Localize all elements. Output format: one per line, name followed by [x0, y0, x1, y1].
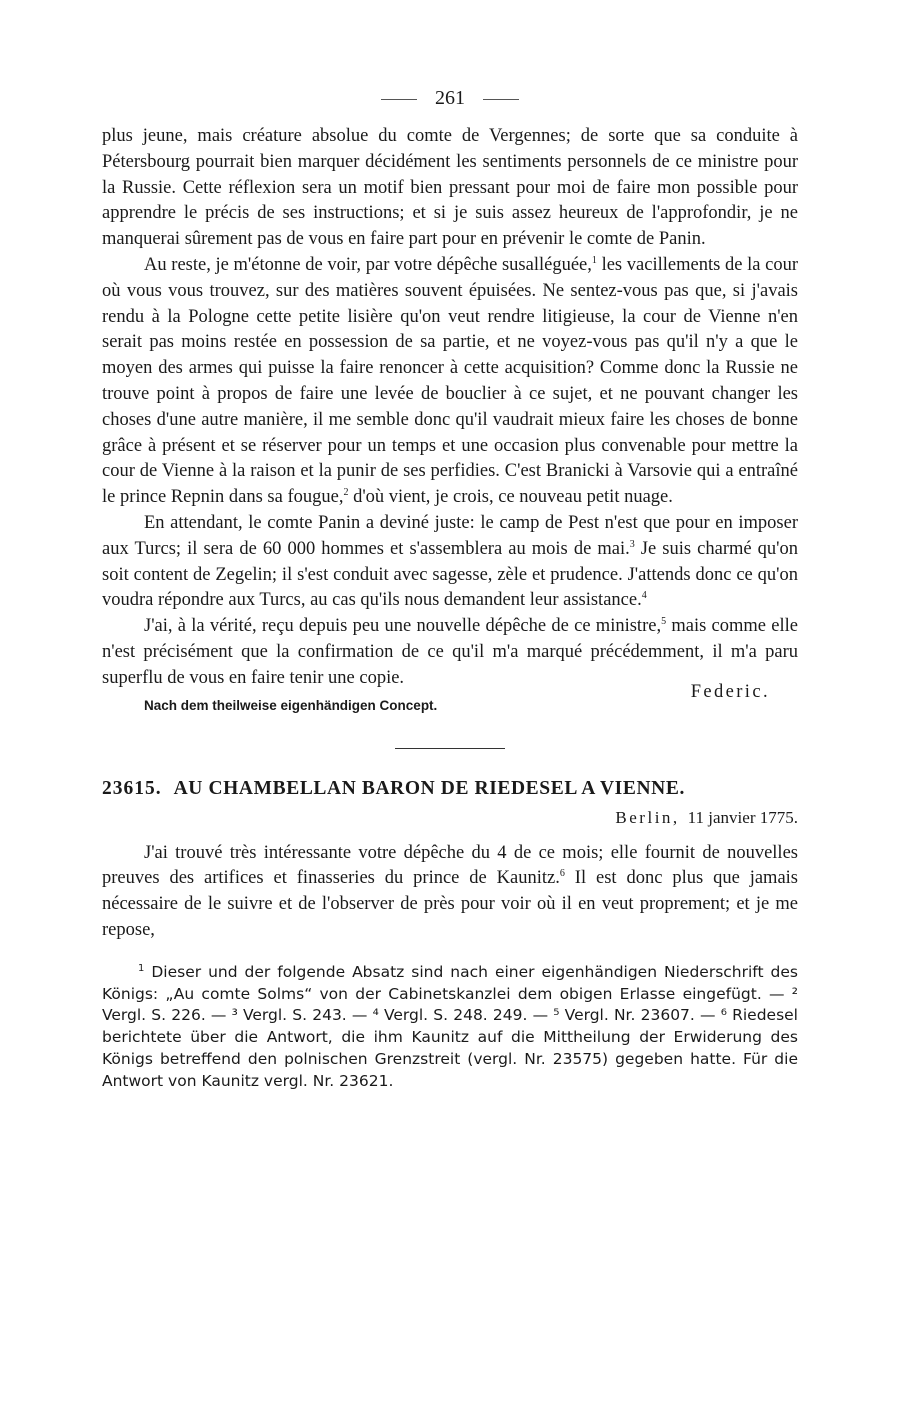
footnote-ref-5: 5: [661, 615, 667, 627]
page: [102, 84, 798, 1093]
paragraph-5: [102, 841, 798, 944]
page-number: 261: [435, 87, 465, 109]
footnote-ref-3: 3: [629, 538, 635, 550]
paragraph-1: plus jeune, mais créature absolue du comte de Vergennes; de sorte que sa conduite à Pétersbourg pourrait bien marquer décidément les sentiments personnels de ce ministre pour la Russie. Cette réflexion sera un motif bien pressant pour moi de faire mon possible pour apprendre le précis de ses instructions; et si je suis assez heureux de l'approfondir, je ne manquerai sûrement pas de vous en faire part pour en prévenir le comte de Panin.: [102, 126, 798, 250]
paragraph-5-text-b: Il est donc plus que jamais nécessaire de le suivre et de l'observer de près pour voir où il en veut proprement; et je me repose,: [102, 868, 799, 940]
footnote-ref-6: 6: [559, 868, 565, 880]
paragraph-2-text-b: les vacillements de la cour où vous vous trouvez, sur des matières souvent épuisées. Ne sentez-vous pas que, si j'avais rendu à la Pologne cette petite lisière qu'on veut rendre litigieuse, la cour de Vienne n'en serait pas moins restée en possession de sa partie, et ne voyez-vous pas qu'il n'y a que le moyen des armes qui puisse la faire renoncer à cette acquisition? Comme donc la Russie ne trouve point à propos de faire une levée de bouclier à ce sujet, et ne pouvant changer les choses d'une autre manière, il me semble donc qu'il vaudrait mieux faire les choses de bonne grâce à présent et se réserver pour un temps et une occasion plus convenable pour mettre la cour de Vienne à la raison et la punir de ses perfidies. C'est Branicki à Varsovie qui a entraîné le prince Repnin dans sa fougue,: [102, 254, 798, 508]
paragraph-3: [102, 511, 798, 614]
dateline-date: 11 janvier 1775.: [687, 807, 798, 827]
dateline: [102, 805, 798, 831]
letter-heading: [102, 775, 798, 803]
paragraph-3-text-b: Je suis charmé qu'on soit content de Zegelin; il s'est conduit avec sagesse, zèle et prudence. J'attends donc ce qu'on voudra répondre aux Turcs, au cas qu'ils nous demandent leur assistance.: [102, 538, 798, 611]
concept-note: Nach dem theilweise eigenhändigen Concept.: [144, 697, 438, 713]
paragraph-4-text-a: J'ai, à la vérité, reçu depuis peu une nouvelle dépêche de ce ministre,: [144, 616, 662, 637]
footnote-ref-4: 4: [641, 590, 647, 602]
letter-number: 23615.: [102, 777, 162, 799]
paragraph-3-text-a: En attendant, le comte Panin a deviné juste: le camp de Pest n'est que pour en imposer aux Turcs; il sera de 60 000 hommes et s'assemblera au mois de mai.: [102, 512, 798, 559]
signature: Federic.: [690, 681, 770, 702]
paragraph-2: [102, 253, 798, 511]
header-dash-right: [483, 99, 519, 100]
paragraph-4: [102, 614, 798, 691]
dateline-place: Berlin,: [615, 807, 680, 827]
paragraph-5-text-a: J'ai trouvé très intéressante votre dépêche du 4 de ce mois; elle fournit de nouvelles preuves des artifices et finasseries du prince de Kaunitz.: [102, 842, 798, 889]
header-dash-left: [381, 99, 417, 100]
paragraph-4-text-b: mais comme elle n'est précisément que la confirmation de ce qu'il m'a marqué précédemment, il m'a paru superflu de vous en faire tenir une copie.: [102, 616, 798, 688]
footnote-body: Dieser und der folgende Absatz sind nach einer eigenhändigen Niederschrift des Königs: „Au comte Solms“ von der Cabinetskanzlei dem obigen Erlasse eingefügt. — ² Vergl. S. 226. — ³ Vergl. S. 243. — ⁴ Vergl. S. 248. 249. — ⁵ Vergl. Nr. 23607. — ⁶ Riedesel berichtete über die Antwort, die ihm Kaunitz auf die Mittheilung der Erwiderung des Königs betreffend den polnischen Grenzstreit (vergl. Nr. 23575) gegeben hatte. Für die Antwort von Kaunitz vergl. Nr. 23621.: [102, 962, 798, 1090]
paragraph-2-text-a: Au reste, je m'étonne de voir, par votre dépêche susalléguée,: [144, 254, 592, 275]
page-header: [102, 84, 798, 112]
paragraph-2-text-c: d'où vient, je crois, ce nouveau petit nuage.: [348, 487, 673, 508]
letter-body-new: [102, 841, 798, 944]
footnotes: [102, 962, 798, 1093]
footnote-ref-1: 1: [591, 254, 597, 266]
footnote-ref-2: 2: [343, 487, 349, 498]
letter-title: AU CHAMBELLAN BARON DE RIEDESEL A VIENNE.: [173, 777, 685, 799]
section-divider: [395, 748, 505, 749]
signature-block: [102, 681, 798, 718]
footnote-marker-1: 1: [138, 962, 145, 974]
footnote-text: [102, 962, 798, 1093]
letter-body-continued: [102, 124, 798, 692]
